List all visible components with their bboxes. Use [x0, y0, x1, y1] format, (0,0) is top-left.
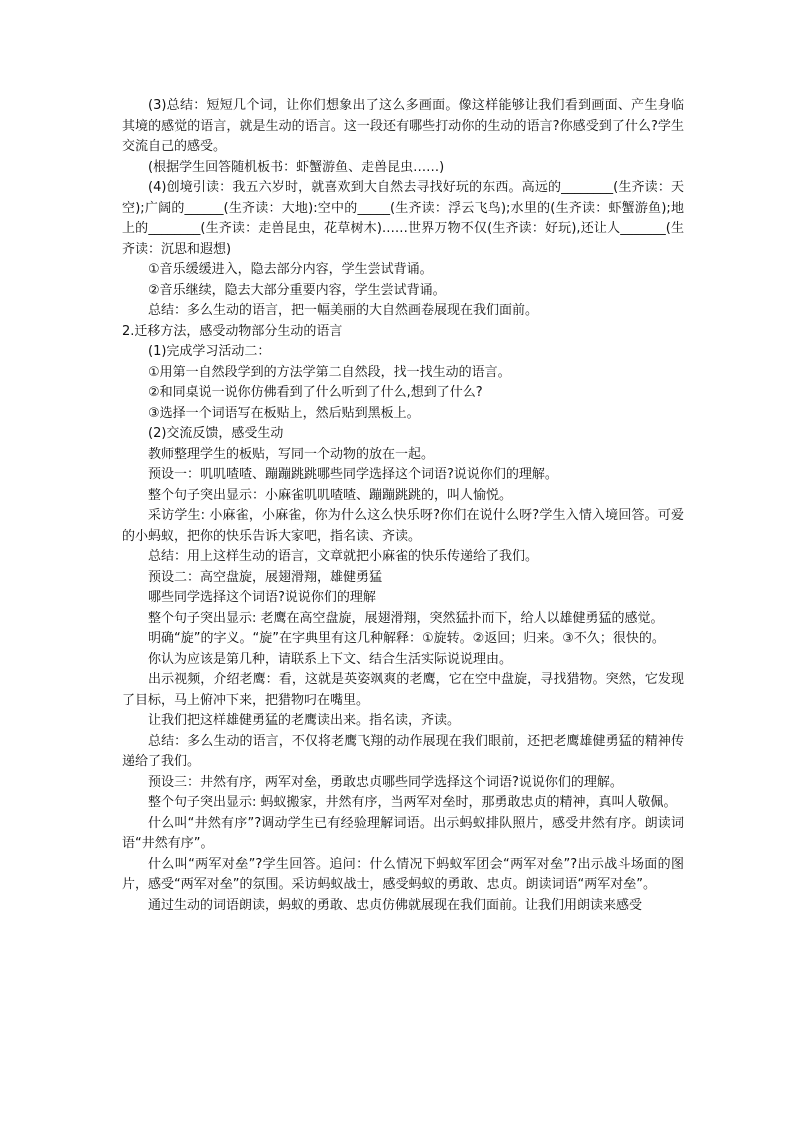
paragraph: 采访学生: 小麻雀，小麻雀，你为什么这么快乐呀?你们在说什么呀?学生入情入境回答。可爱的小蚂蚁，把你的快乐告诉大家吧，指名读、齐读。 [122, 508, 684, 544]
paragraph: ①用第一自然段学到的方法学第二自然段，找一找生动的语言。 [148, 364, 511, 380]
paragraph: 总结：用上这样生动的语言，文章就把小麻雀的快乐传递给了我们。 [148, 549, 539, 564]
paragraph: 总结：多么生动的语言，把一幅美丽的大自然画卷展现在我们面前。 [148, 303, 539, 318]
paragraph: 明确“旋”的字义。“旋”在字典里有这几种解释：①旋转。②返回；归来。③不久；很快的。 [148, 631, 665, 646]
paragraph: 预设三：井然有序，两军对垒，勇敢忠贞哪些同学选择这个词语?说说你们的理解。 [148, 774, 623, 790]
paragraph: 2.迁移方法，感受动物部分生动的语言 [122, 323, 343, 339]
paragraph: (3)总结：短短几个词，让你们想象出了这么多画面。像这样能够让我们看到画面、产生身临其境的感觉的语言，就是生动的语言。这一段还有哪些打动你的生动的语言?你感受到了什么?学生交流自己的感受。 [122, 98, 684, 154]
paragraph: 预设一：叽叽喳喳、蹦蹦跳跳哪些同学选择这个词语?说说你们的理解。 [148, 467, 558, 482]
paragraph: 你认为应该是第几种，请联系上下文、结合生活实际说说理由。 [148, 651, 513, 667]
paragraph: ①音乐缓缓进入，隐去部分内容，学生尝试背诵。 [148, 262, 433, 277]
paragraph: 出示视频，介绍老鹰：看，这就是英姿飒爽的老鹰，它在空中盘旋，寻找猎物。突然，它发现了目标，马上俯冲下来，把猎物叼在嘴里。 [122, 672, 684, 708]
paragraph: 整个句子突出显示: 蚂蚁搬家，井然有序，当两军对垒时，那勇敢忠贞的精神，真叫人敬佩。 [148, 795, 677, 810]
paragraph: 预设二：高空盘旋，展翅滑翔，雄健勇猛 [148, 569, 383, 585]
paragraph: 让我们把这样雄健勇猛的老鹰读出来。指名读，齐读。 [148, 713, 461, 728]
paragraph: 教师整理学生的板贴，写同一个动物的放在一起。 [148, 446, 435, 462]
paragraph: ②和同桌说一说你仿佛看到了什么听到了什么,想到了什么? [148, 385, 483, 400]
paragraph: 总结：多么生动的语言，不仅将老鹰飞翔的动作展现在我们眼前，还把老鹰雄健勇猛的精神传递给了我们。 [122, 733, 684, 769]
paragraph: ③选择一个词语写在板贴上，然后贴到黑板上。 [148, 405, 420, 421]
paragraph: 整个句子突出显示：小麻雀叽叽喳喳、蹦蹦跳跳的，叫人愉悦。 [148, 487, 513, 503]
paragraph: 什么叫“两军对垒”?学生回答。追问：什么情况下蚂蚁军团会“两军对垒”?出示战斗场面的图片，感受“两军对垒”的氛围。采访蚂蚁战士，感受蚂蚁的勇敢、忠贞。朗读词语“两军对垒”。 [122, 856, 684, 892]
paragraph: 通过生动的词语朗读，蚂蚁的勇敢、忠贞仿佛就展现在我们面前。让我们用朗读来感受 [148, 897, 643, 913]
paragraph: 整个句子突出显示: 老鹰在高空盘旋，展翅滑翔，突然猛扑而下，给人以雄健勇猛的感觉。 [148, 610, 664, 626]
paragraph: (根据学生回答随机板书：虾蟹游鱼、走兽昆虫……) [148, 159, 445, 175]
paragraph: (4)创境引读：我五六岁时，就喜欢到大自然去寻找好玩的东西。高远的________(生齐读：天空);广阔的______(生齐读：大地):空中的_____(生齐读：浮云飞鸟);水里的(生齐读：虾蟹游鱼);地上的________(生齐读：走兽昆虫，花草树木)……世界万物不仅(生齐读：好玩),还让人_______(生齐读：沉思和遐想) [122, 180, 684, 257]
paragraph: (2)交流反馈，感受生动 [148, 426, 284, 441]
document-page [122, 96, 684, 916]
paragraph: ②音乐继续，隐去大部分重要内容，学生尝试背诵。 [148, 282, 446, 298]
paragraph: 哪些同学选择这个词语?说说你们的理解 [148, 590, 376, 605]
paragraph: 什么叫“井然有序”?调动学生已有经验理解词语。出示蚂蚁排队照片，感受井然有序。朗读词语“井然有序”。 [122, 815, 684, 851]
paragraph: (1)完成学习活动二： [148, 344, 271, 359]
